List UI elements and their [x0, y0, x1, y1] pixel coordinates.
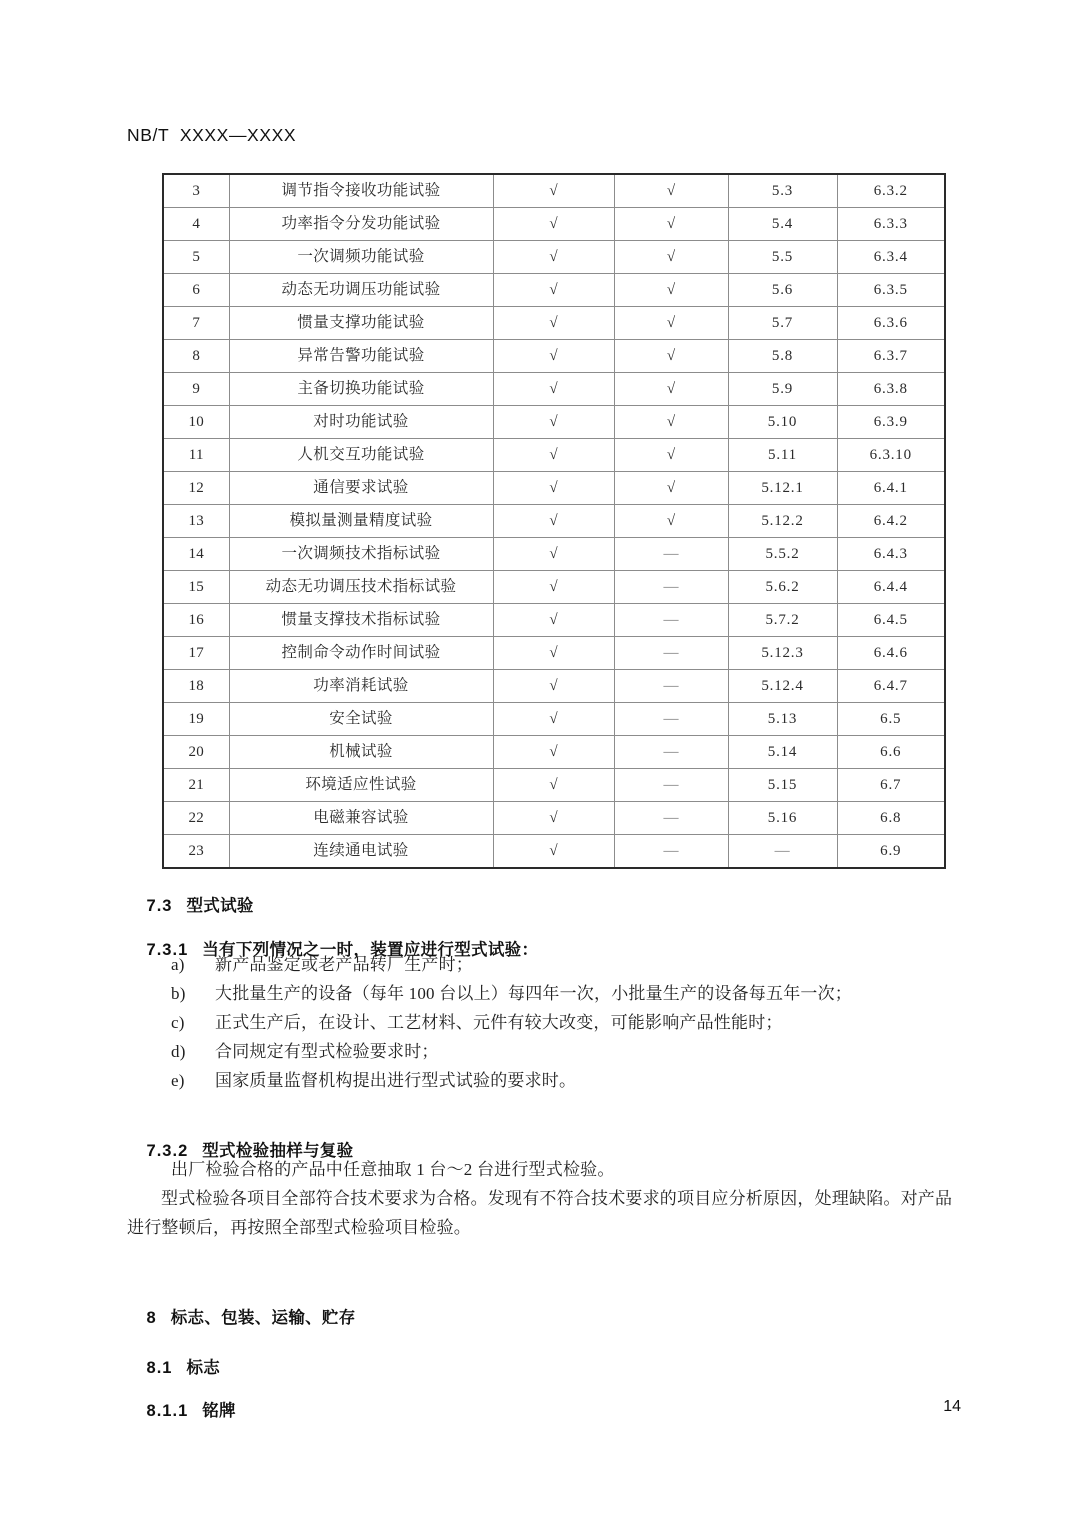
- heading-7-3-2-title: 型式检验抽样与复验: [202, 1142, 354, 1160]
- heading-7-3-1-title: 当有下列情况之一时，装置应进行型式试验：: [202, 941, 539, 959]
- requirement-clause: 5.8: [728, 340, 837, 373]
- heading-8-1-number: 8.1: [146, 1359, 173, 1377]
- table-row: [163, 571, 945, 604]
- type-test-mark: √: [493, 307, 614, 340]
- method-clause: 6.4.3: [837, 538, 945, 571]
- type-test-mark: √: [493, 670, 614, 703]
- table-row: [163, 670, 945, 703]
- requirement-clause: 5.12.4: [728, 670, 837, 703]
- test-item-name: 功率指令分发功能试验: [229, 208, 493, 241]
- factory-test-mark: —: [614, 802, 728, 835]
- requirement-clause: 5.9: [728, 373, 837, 406]
- test-item-name: 惯量支撑技术指标试验: [229, 604, 493, 637]
- method-clause: 6.3.7: [837, 340, 945, 373]
- test-item-name: 通信要求试验: [229, 472, 493, 505]
- table-row: [163, 439, 945, 472]
- row-number: 19: [163, 703, 229, 736]
- factory-test-mark: √: [614, 373, 728, 406]
- row-number: 22: [163, 802, 229, 835]
- row-number: 9: [163, 373, 229, 406]
- list-item-marker: e): [171, 1071, 185, 1090]
- list-item-marker: d): [171, 1042, 186, 1061]
- method-clause: 6.7: [837, 769, 945, 802]
- heading-8-1-1: [127, 1378, 236, 1440]
- method-clause: 6.4.1: [837, 472, 945, 505]
- list-item-marker: a): [171, 955, 185, 974]
- list-item-text: 正式生产后，在设计、工艺材料、元件有较大改变，可能影响产品性能时；: [215, 1013, 783, 1032]
- method-clause: 6.3.3: [837, 208, 945, 241]
- factory-test-mark: √: [614, 174, 728, 208]
- factory-test-mark: √: [614, 274, 728, 307]
- requirement-clause: 5.5: [728, 241, 837, 274]
- method-clause: 6.5: [837, 703, 945, 736]
- method-clause: 6.4.5: [837, 604, 945, 637]
- list-item-text: 大批量生产的设备（每年 100 台以上）每四年一次，小批量生产的设备每五年一次；: [215, 984, 852, 1003]
- method-clause: 6.3.10: [837, 439, 945, 472]
- table-row: [163, 604, 945, 637]
- factory-test-mark: √: [614, 406, 728, 439]
- type-test-mark: √: [493, 637, 614, 670]
- type-test-mark: √: [493, 736, 614, 769]
- type-test-mark: √: [493, 340, 614, 373]
- row-number: 4: [163, 208, 229, 241]
- table-row: [163, 340, 945, 373]
- method-clause: 6.4.2: [837, 505, 945, 538]
- factory-test-mark: √: [614, 208, 728, 241]
- requirement-clause: 5.7.2: [728, 604, 837, 637]
- factory-test-mark: —: [614, 835, 728, 869]
- factory-test-mark: —: [614, 736, 728, 769]
- list-item-marker: b): [171, 984, 186, 1003]
- requirement-clause: 5.10: [728, 406, 837, 439]
- heading-8-title: 标志、包装、运输、贮存: [170, 1309, 356, 1327]
- method-clause: 6.3.2: [837, 174, 945, 208]
- list-item-marker: c): [171, 1013, 185, 1032]
- row-number: 10: [163, 406, 229, 439]
- table-row: [163, 505, 945, 538]
- requirement-clause: 5.4: [728, 208, 837, 241]
- table-row: [163, 538, 945, 571]
- requirement-clause: 5.14: [728, 736, 837, 769]
- factory-test-mark: √: [614, 241, 728, 274]
- test-item-name: 功率消耗试验: [229, 670, 493, 703]
- method-clause: 6.3.9: [837, 406, 945, 439]
- test-item-name: 一次调频功能试验: [229, 241, 493, 274]
- requirement-clause: 5.3: [728, 174, 837, 208]
- list-item: [171, 950, 971, 979]
- method-clause: 6.3.8: [837, 373, 945, 406]
- row-number: 18: [163, 670, 229, 703]
- running-header-standard-code: NB/T XXXX—XXXX: [127, 125, 297, 145]
- table-row: [163, 208, 945, 241]
- row-number: 5: [163, 241, 229, 274]
- type-test-mark: √: [493, 703, 614, 736]
- test-item-name: 主备切换功能试验: [229, 373, 493, 406]
- row-number: 11: [163, 439, 229, 472]
- list-item-text: 合同规定有型式检验要求时；: [215, 1042, 439, 1061]
- table-row: [163, 406, 945, 439]
- row-number: 3: [163, 174, 229, 208]
- factory-test-mark: —: [614, 604, 728, 637]
- requirement-clause: 5.16: [728, 802, 837, 835]
- table-row: [163, 373, 945, 406]
- test-item-name: 控制命令动作时间试验: [229, 637, 493, 670]
- table-row: [163, 703, 945, 736]
- heading-7-3-2-number: 7.3.2: [146, 1142, 189, 1160]
- test-item-name: 一次调频技术指标试验: [229, 538, 493, 571]
- requirement-clause: 5.6.2: [728, 571, 837, 604]
- requirement-clause: 5.12.2: [728, 505, 837, 538]
- row-number: 12: [163, 472, 229, 505]
- factory-test-mark: —: [614, 571, 728, 604]
- test-item-name: 机械试验: [229, 736, 493, 769]
- method-clause: 6.3.5: [837, 274, 945, 307]
- type-test-mark: √: [493, 274, 614, 307]
- requirement-clause: —: [728, 835, 837, 869]
- type-test-mark: √: [493, 439, 614, 472]
- table-row: [163, 472, 945, 505]
- table-row: [163, 174, 945, 208]
- row-number: 7: [163, 307, 229, 340]
- table-row: [163, 274, 945, 307]
- method-clause: 6.4.6: [837, 637, 945, 670]
- list-item: [171, 979, 971, 1008]
- requirement-clause: 5.7: [728, 307, 837, 340]
- row-number: 6: [163, 274, 229, 307]
- row-number: 8: [163, 340, 229, 373]
- heading-8-1-1-number: 8.1.1: [146, 1402, 189, 1420]
- heading-8-1-title: 标志: [186, 1359, 221, 1377]
- test-item-name: 异常告警功能试验: [229, 340, 493, 373]
- test-item-name: 模拟量测量精度试验: [229, 505, 493, 538]
- heading-8-number: 8: [146, 1309, 157, 1327]
- factory-test-mark: —: [614, 670, 728, 703]
- requirement-clause: 5.12.3: [728, 637, 837, 670]
- table-row: [163, 802, 945, 835]
- row-number: 16: [163, 604, 229, 637]
- heading-7-3-title: 型式试验: [186, 897, 254, 915]
- row-number: 20: [163, 736, 229, 769]
- factory-test-mark: —: [614, 703, 728, 736]
- type-test-mark: √: [493, 406, 614, 439]
- requirement-clause: 5.12.1: [728, 472, 837, 505]
- test-item-name: 对时功能试验: [229, 406, 493, 439]
- heading-7-3-1-number: 7.3.1: [146, 941, 189, 959]
- list-item-text: 新产品鉴定或老产品转厂生产时；: [215, 955, 473, 974]
- type-test-mark: √: [493, 769, 614, 802]
- table-row: [163, 637, 945, 670]
- type-test-mark: √: [493, 241, 614, 274]
- type-test-mark: √: [493, 835, 614, 869]
- type-test-mark: √: [493, 802, 614, 835]
- factory-test-mark: √: [614, 505, 728, 538]
- factory-test-mark: √: [614, 472, 728, 505]
- table-row: [163, 736, 945, 769]
- type-test-mark: √: [493, 505, 614, 538]
- test-items-table-container: [162, 173, 944, 869]
- heading-8-1-1-title: 铭牌: [202, 1402, 236, 1420]
- test-item-name: 动态无功调压技术指标试验: [229, 571, 493, 604]
- type-test-mark: √: [493, 571, 614, 604]
- row-number: 21: [163, 769, 229, 802]
- type-test-conditions-list: [171, 950, 971, 1095]
- type-test-mark: √: [493, 604, 614, 637]
- factory-test-mark: —: [614, 769, 728, 802]
- type-test-mark: √: [493, 472, 614, 505]
- test-item-name: 人机交互功能试验: [229, 439, 493, 472]
- test-item-name: 动态无功调压功能试验: [229, 274, 493, 307]
- table-row: [163, 769, 945, 802]
- factory-test-mark: —: [614, 637, 728, 670]
- test-item-name: 调节指令接收功能试验: [229, 174, 493, 208]
- page-number: 14: [943, 1398, 961, 1415]
- type-test-mark: √: [493, 174, 614, 208]
- list-item: [171, 1037, 971, 1066]
- row-number: 13: [163, 505, 229, 538]
- table-row: [163, 307, 945, 340]
- type-test-mark: √: [493, 373, 614, 406]
- factory-test-mark: √: [614, 340, 728, 373]
- type-test-mark: √: [493, 538, 614, 571]
- method-clause: 6.6: [837, 736, 945, 769]
- test-items-table: [162, 173, 946, 869]
- test-item-name: 连续通电试验: [229, 835, 493, 869]
- requirement-clause: 5.15: [728, 769, 837, 802]
- paragraph-sampling: 出厂检验合格的产品中任意抽取 1 台～2 台进行型式检验。: [171, 1160, 615, 1179]
- row-number: 23: [163, 835, 229, 869]
- test-item-name: 电磁兼容试验: [229, 802, 493, 835]
- table-row: [163, 835, 945, 869]
- requirement-clause: 5.13: [728, 703, 837, 736]
- test-item-name: 惯量支撑功能试验: [229, 307, 493, 340]
- method-clause: 6.3.6: [837, 307, 945, 340]
- test-items-table-body: [163, 174, 945, 868]
- method-clause: 6.4.4: [837, 571, 945, 604]
- requirement-clause: 5.5.2: [728, 538, 837, 571]
- test-item-name: 安全试验: [229, 703, 493, 736]
- list-item: [171, 1066, 971, 1095]
- list-item-text: 国家质量监督机构提出进行型式试验的要求时。: [215, 1071, 577, 1090]
- paragraph-retest: 型式检验各项目全部符合技术要求为合格。发现有不符合技术要求的项目应分析原因，处理缺陷。对产品进行整顿后，再按照全部型式检验项目检验。: [127, 1189, 953, 1237]
- type-test-mark: √: [493, 208, 614, 241]
- list-item: [171, 1008, 971, 1037]
- row-number: 15: [163, 571, 229, 604]
- table-row: [163, 241, 945, 274]
- test-item-name: 环境适应性试验: [229, 769, 493, 802]
- factory-test-mark: —: [614, 538, 728, 571]
- method-clause: 6.9: [837, 835, 945, 869]
- row-number: 17: [163, 637, 229, 670]
- factory-test-mark: √: [614, 307, 728, 340]
- factory-test-mark: √: [614, 439, 728, 472]
- requirement-clause: 5.6: [728, 274, 837, 307]
- method-clause: 6.4.7: [837, 670, 945, 703]
- heading-7-3-number: 7.3: [146, 897, 173, 915]
- row-number: 14: [163, 538, 229, 571]
- method-clause: 6.8: [837, 802, 945, 835]
- requirement-clause: 5.11: [728, 439, 837, 472]
- method-clause: 6.3.4: [837, 241, 945, 274]
